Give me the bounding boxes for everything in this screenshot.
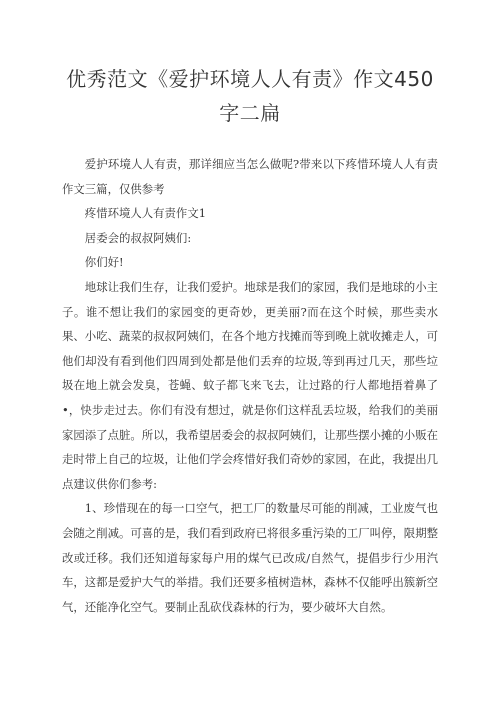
suggestion-paragraph: 1、珍惜现在的每一口空气，把工厂的数量尽可能的削减，工业废气也会随之削减。可喜的是，我们看到政府已将很多重污染的工厂叫停，限期整改或迁移。我们还知道每家每户用的煤气已改成/自然气，提倡步行少用汽车，这都是爱护大气的举措。我们还要多植树造林，森林不仅能呼出簇新空气，还能净化空气。要制止乱砍伐森林的行为，要少破坏大自然。: [62, 501, 438, 614]
intro-paragraph: 爱护环境人人有责，那详细应当怎么做呢?带来以下疼惜环境人人有责作文三篇，仅供参考: [62, 157, 438, 196]
greeting: 你们好!: [84, 255, 124, 270]
document-title: 优秀范文《爱护环境人人有责》作文450字二扁: [66, 67, 434, 125]
salutation: 居委会的叔叔阿姨们:: [84, 230, 192, 245]
essay-heading: 疼惜环境人人有责作文1: [84, 206, 206, 221]
body-paragraph: 地球让我们生存，让我们爱护。地球是我们的家园，我们是地球的小主子。谁不想让我们的家园变的更奇妙，更美丽?而在这个时候，那些卖水果、小吃、蔬菜的叔叔阿姨们，在各个地方找摊而等到晚上就收摊走人，可他们却没有看到他们四周到处都是他们丢弃的垃圾,等到再过几天，那些垃圾在地上就会发臭，苍蝇、蚊子都飞来飞去，让过路的行人都地捂着鼻了•，快步走过去。你们有没有想过，就是你们这样乱丢垃圾，给我们的美丽家园添了点脏。所以，我希望居委会的叔叔阿姨们，让那些摆小摊的小贩在走时带上自己的垃圾，让他们学会疼惜好我们奇妙的家园，在此，我提出几点建议供你们参考:: [62, 279, 438, 491]
